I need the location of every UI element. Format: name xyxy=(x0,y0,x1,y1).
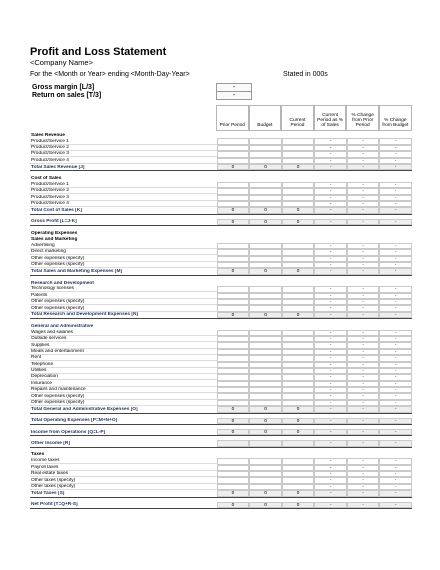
row-label: Repairs and maintenance xyxy=(30,387,217,393)
value-cell[interactable]: - xyxy=(314,342,347,348)
period-line[interactable]: For the <Month or Year> ending <Month-Day-Year> xyxy=(30,71,190,78)
value-cell[interactable]: - xyxy=(314,471,347,477)
value-cell[interactable]: - xyxy=(379,201,412,207)
value-cell[interactable]: 0 xyxy=(249,219,282,225)
value-cell[interactable]: - xyxy=(347,262,380,268)
value-cell[interactable]: - xyxy=(314,429,347,435)
value-cell[interactable]: - xyxy=(347,195,380,201)
value-cell[interactable]: - xyxy=(314,182,347,188)
value-cell[interactable]: - xyxy=(314,151,347,157)
value-cell[interactable]: - xyxy=(314,201,347,207)
value-cell[interactable]: - xyxy=(314,368,347,374)
value-cell[interactable]: - xyxy=(347,219,380,225)
value-cell[interactable]: - xyxy=(314,188,347,194)
statement-rows xyxy=(30,132,412,509)
value-cell[interactable]: 0 xyxy=(217,219,250,225)
column-header: Current Period as % of Sales xyxy=(314,105,347,131)
value-cell[interactable]: - xyxy=(347,355,380,361)
value-cell[interactable]: - xyxy=(379,400,412,406)
row-label: Other taxes (specify) xyxy=(30,484,217,490)
total-row xyxy=(30,418,412,425)
value-cell[interactable]: - xyxy=(347,293,380,299)
value-cell[interactable]: - xyxy=(347,268,380,274)
stated-units: Stated in 000s xyxy=(283,71,328,78)
value-cell[interactable]: - xyxy=(379,305,412,311)
value-cell[interactable]: - xyxy=(379,164,412,170)
value-cell[interactable]: 0 xyxy=(282,406,315,412)
return-on-sales-value[interactable]: - xyxy=(217,92,252,100)
return-on-sales-label: Return on sales [T/3] xyxy=(30,92,217,100)
total-row xyxy=(30,219,412,226)
total-row xyxy=(30,164,412,171)
value-cell[interactable]: 0 xyxy=(217,406,250,412)
value-cell[interactable]: 0 xyxy=(249,312,282,318)
row-label: Payroll taxes xyxy=(30,465,217,471)
value-cell[interactable]: - xyxy=(347,158,380,164)
gross-margin-label: Gross margin [L/3] xyxy=(30,84,217,92)
row-label: Other expenses (specify) xyxy=(30,262,217,268)
ratio-table xyxy=(30,83,252,100)
value-cell[interactable]: - xyxy=(347,368,380,374)
value-cell[interactable]: - xyxy=(379,293,412,299)
value-cell[interactable]: - xyxy=(347,286,380,292)
value-cell[interactable]: 0 xyxy=(217,268,250,274)
value-cell[interactable]: - xyxy=(379,418,412,424)
value-cell[interactable]: - xyxy=(379,151,412,157)
value-cell[interactable]: - xyxy=(314,243,347,249)
value-cell[interactable]: - xyxy=(347,400,380,406)
value-cell[interactable]: - xyxy=(347,502,380,508)
value-cell[interactable]: 0 xyxy=(282,490,315,496)
value-cell[interactable]: - xyxy=(314,484,347,490)
value-cell[interactable]: 0 xyxy=(282,312,315,318)
row-label: Patents xyxy=(30,293,217,299)
row-label: Sales Revenue xyxy=(31,132,65,138)
total-row xyxy=(30,207,412,214)
value-cell[interactable]: 0 xyxy=(249,418,282,424)
row-label: Net Profit [T=Q+R-S] xyxy=(31,502,78,508)
column-header: Prior Period xyxy=(216,105,249,131)
value-cell[interactable]: - xyxy=(314,145,347,151)
value-cell[interactable]: - xyxy=(379,286,412,292)
value-cell[interactable]: - xyxy=(379,268,412,274)
value-cell[interactable]: 0 xyxy=(282,164,315,170)
value-cell[interactable]: - xyxy=(314,249,347,255)
value-cell[interactable]: - xyxy=(314,293,347,299)
gross-margin-value[interactable]: - xyxy=(217,84,252,92)
value-cell[interactable]: 0 xyxy=(217,164,250,170)
value-cell[interactable]: - xyxy=(379,330,412,336)
row-label: Product/Service 4 xyxy=(30,201,217,207)
value-cell[interactable]: 0 xyxy=(249,406,282,412)
value-cell[interactable]: 0 xyxy=(249,164,282,170)
value-cell[interactable]: - xyxy=(314,268,347,274)
row-label: Rent xyxy=(30,355,217,361)
value-cell[interactable]: - xyxy=(379,182,412,188)
value-cell[interactable]: - xyxy=(314,458,347,464)
row-label: Cost of Sales xyxy=(31,176,62,182)
row-label: Research and Development xyxy=(31,280,94,286)
value-cell[interactable]: - xyxy=(314,219,347,225)
value-cell[interactable]: - xyxy=(379,312,412,318)
value-cell[interactable]: 0 xyxy=(249,490,282,496)
row-label: Total Sales Revenue [J] xyxy=(31,164,85,170)
value-cell[interactable]: - xyxy=(379,336,412,342)
value-cell[interactable]: - xyxy=(347,342,380,348)
value-cell[interactable] xyxy=(249,440,282,446)
value-cell[interactable]: - xyxy=(314,502,347,508)
value-cell[interactable]: 0 xyxy=(282,502,315,508)
value-cell[interactable]: - xyxy=(347,145,380,151)
value-cell[interactable]: - xyxy=(379,381,412,387)
value-cell[interactable]: 0 xyxy=(217,207,250,213)
row-label: Product/Service 2 xyxy=(30,188,217,194)
value-cell[interactable]: - xyxy=(379,393,412,399)
value-cell[interactable]: - xyxy=(347,393,380,399)
value-cell[interactable]: - xyxy=(314,195,347,201)
total-row xyxy=(30,440,412,447)
value-cell[interactable]: - xyxy=(379,490,412,496)
row-label: General and Administrative xyxy=(31,323,94,329)
column-header: Current Period xyxy=(281,105,314,131)
value-cell[interactable]: - xyxy=(347,418,380,424)
row-label: Wages and salaries xyxy=(30,330,217,336)
row-label: Total Taxes [S] xyxy=(31,490,65,496)
row-label: Insurance xyxy=(30,381,217,387)
value-cell[interactable]: 0 xyxy=(282,268,315,274)
row-label: Supplies xyxy=(30,343,217,349)
value-cell[interactable]: - xyxy=(379,243,412,249)
row-label: Income from Operations [Q=L-P] xyxy=(31,429,106,435)
column-header: % Change from Budget xyxy=(379,105,412,131)
value-cell[interactable]: - xyxy=(379,145,412,151)
total-row xyxy=(30,268,412,275)
row-label: Utilities xyxy=(30,368,217,374)
value-cell[interactable]: - xyxy=(379,374,412,380)
value-cell[interactable]: - xyxy=(347,374,380,380)
value-cell[interactable]: - xyxy=(347,312,380,318)
value-cell[interactable]: - xyxy=(379,471,412,477)
value-cell[interactable]: - xyxy=(314,477,347,483)
row-label: Sales and Marketing xyxy=(31,237,78,243)
value-cell[interactable]: - xyxy=(314,262,347,268)
value-cell[interactable]: - xyxy=(379,502,412,508)
value-cell[interactable]: - xyxy=(347,458,380,464)
value-cell[interactable]: - xyxy=(347,381,380,387)
row-label: Other expenses (specify) xyxy=(30,400,217,406)
row-label: Operating Expenses xyxy=(31,230,78,236)
value-cell[interactable]: - xyxy=(347,362,380,368)
value-cell[interactable]: - xyxy=(379,219,412,225)
value-cell[interactable]: - xyxy=(379,299,412,305)
value-cell[interactable]: - xyxy=(347,299,380,305)
value-cell[interactable]: - xyxy=(379,465,412,471)
value-cell[interactable]: - xyxy=(347,465,380,471)
row-label: Total Operating Expenses [P=M+N+O] xyxy=(31,418,118,424)
value-cell[interactable]: - xyxy=(347,330,380,336)
value-cell[interactable]: - xyxy=(379,262,412,268)
value-cell[interactable]: - xyxy=(347,484,380,490)
value-cell[interactable]: 0 xyxy=(217,312,250,318)
value-cell[interactable]: - xyxy=(314,286,347,292)
value-cell[interactable]: 0 xyxy=(249,429,282,435)
value-cell[interactable]: - xyxy=(314,374,347,380)
value-cell[interactable]: 0 xyxy=(282,429,315,435)
value-cell[interactable]: - xyxy=(314,158,347,164)
value-cell[interactable]: - xyxy=(314,387,347,393)
row-label: Product/Service 2 xyxy=(30,145,217,151)
row-label: Other expenses (specify) xyxy=(30,306,217,312)
value-cell[interactable]: - xyxy=(347,188,380,194)
row-label: Total Research and Development Expenses [N] xyxy=(31,312,139,318)
value-cell[interactable]: - xyxy=(379,458,412,464)
value-cell[interactable]: - xyxy=(379,207,412,213)
value-cell[interactable]: - xyxy=(314,312,347,318)
value-cell[interactable]: - xyxy=(379,440,412,446)
value-cell[interactable]: - xyxy=(314,406,347,412)
value-cell[interactable]: - xyxy=(379,342,412,348)
value-cell[interactable]: 0 xyxy=(217,418,250,424)
total-row xyxy=(30,429,412,436)
row-label: Gross Profit [L=J-K] xyxy=(31,219,77,225)
row-label: Technology licenses xyxy=(30,286,217,292)
value-cell[interactable]: - xyxy=(314,393,347,399)
row-label: Product/Service 1 xyxy=(30,139,217,145)
row-label: Income taxes xyxy=(30,458,217,464)
row-label: Product/Service 3 xyxy=(30,151,217,157)
row-label: Total General and Administrative Expenses [O] xyxy=(31,406,138,412)
row-label: Total Cost of Sales [K] xyxy=(31,207,82,213)
row-label: Advertising xyxy=(30,243,217,249)
value-cell[interactable]: - xyxy=(347,164,380,170)
value-cell[interactable]: - xyxy=(379,429,412,435)
value-cell[interactable]: - xyxy=(314,349,347,355)
value-cell[interactable]: - xyxy=(347,490,380,496)
row-label: Taxes xyxy=(31,452,45,458)
value-cell[interactable]: - xyxy=(347,471,380,477)
value-cell[interactable]: 0 xyxy=(217,502,250,508)
value-cell[interactable]: - xyxy=(347,349,380,355)
value-cell[interactable]: - xyxy=(379,362,412,368)
value-cell[interactable]: - xyxy=(347,429,380,435)
value-cell[interactable] xyxy=(217,440,250,446)
row-label: Total Sales and Marketing Expenses [M] xyxy=(31,269,123,275)
column-header: % Change from Prior Period xyxy=(346,105,379,131)
value-cell[interactable]: - xyxy=(379,195,412,201)
value-cell[interactable]: 0 xyxy=(217,429,250,435)
value-cell[interactable]: - xyxy=(347,406,380,412)
value-cell[interactable]: 0 xyxy=(282,207,315,213)
value-cell[interactable]: 0 xyxy=(282,418,315,424)
value-cell[interactable]: - xyxy=(314,418,347,424)
row-label: Depreciation xyxy=(30,374,217,380)
value-cell[interactable]: - xyxy=(314,305,347,311)
column-header: Budget xyxy=(249,105,282,131)
row-label: Product/Service 4 xyxy=(30,158,217,164)
value-cell[interactable]: - xyxy=(314,355,347,361)
value-cell[interactable]: - xyxy=(314,207,347,213)
value-cell[interactable]: - xyxy=(379,256,412,262)
total-row xyxy=(30,312,412,319)
row-label: Product/Service 1 xyxy=(30,182,217,188)
value-cell[interactable]: 0 xyxy=(249,207,282,213)
value-cell[interactable]: - xyxy=(379,484,412,490)
value-cell[interactable]: - xyxy=(314,381,347,387)
row-label: Other expenses (specify) xyxy=(30,394,217,400)
value-cell[interactable]: - xyxy=(379,138,412,144)
company-name[interactable]: <Company Name> xyxy=(30,58,93,67)
value-cell[interactable]: - xyxy=(347,151,380,157)
value-cell[interactable]: - xyxy=(347,305,380,311)
value-cell[interactable]: - xyxy=(347,440,380,446)
total-row xyxy=(30,490,412,497)
value-cell[interactable]: - xyxy=(379,249,412,255)
value-cell[interactable]: - xyxy=(314,299,347,305)
value-cell[interactable]: - xyxy=(347,387,380,393)
row-label: Product/Service 3 xyxy=(30,195,217,201)
row-label: Direct marketing xyxy=(30,249,217,255)
value-cell[interactable]: - xyxy=(347,138,380,144)
value-cell[interactable]: - xyxy=(347,207,380,213)
value-cell[interactable]: 0 xyxy=(217,490,250,496)
row-label: Other taxes (specify) xyxy=(30,478,217,484)
row-label: Other expenses (specify) xyxy=(30,299,217,305)
value-cell[interactable]: - xyxy=(347,336,380,342)
row-label: Real estate taxes xyxy=(30,471,217,477)
row-label: Telephone xyxy=(30,362,217,368)
value-cell[interactable]: - xyxy=(347,201,380,207)
value-cell[interactable]: - xyxy=(347,249,380,255)
total-row xyxy=(30,406,412,413)
statement-title: Profit and Loss Statement xyxy=(30,46,167,58)
row-label: Other expenses (specify) xyxy=(30,256,217,262)
value-cell[interactable]: - xyxy=(347,256,380,262)
value-cell[interactable]: - xyxy=(314,400,347,406)
value-cell[interactable]: - xyxy=(379,387,412,393)
value-cell[interactable]: - xyxy=(314,336,347,342)
value-cell[interactable]: - xyxy=(379,368,412,374)
value-cell[interactable]: - xyxy=(314,330,347,336)
value-cell[interactable]: - xyxy=(379,188,412,194)
value-cell[interactable]: - xyxy=(379,406,412,412)
value-cell[interactable]: - xyxy=(314,465,347,471)
row-label: Outside services xyxy=(30,336,217,342)
value-cell[interactable]: - xyxy=(347,243,380,249)
value-cell[interactable]: - xyxy=(314,164,347,170)
value-cell[interactable]: - xyxy=(314,440,347,446)
total-row xyxy=(30,502,412,509)
value-cell[interactable]: - xyxy=(347,477,380,483)
value-cell[interactable]: - xyxy=(379,355,412,361)
row-label: Meals and entertainment xyxy=(30,349,217,355)
value-cell[interactable]: 0 xyxy=(249,268,282,274)
value-cell[interactable]: - xyxy=(314,490,347,496)
row-label: Other Income [R] xyxy=(31,441,70,447)
value-cell[interactable]: - xyxy=(314,138,347,144)
value-cell[interactable]: 0 xyxy=(282,219,315,225)
value-cell[interactable]: - xyxy=(347,182,380,188)
value-cell[interactable]: - xyxy=(314,256,347,262)
value-cell[interactable]: - xyxy=(379,158,412,164)
value-cell[interactable]: 0 xyxy=(249,502,282,508)
value-cell[interactable]: - xyxy=(314,362,347,368)
value-cell[interactable]: - xyxy=(379,477,412,483)
value-cell[interactable]: - xyxy=(379,349,412,355)
value-cell[interactable] xyxy=(282,440,315,446)
